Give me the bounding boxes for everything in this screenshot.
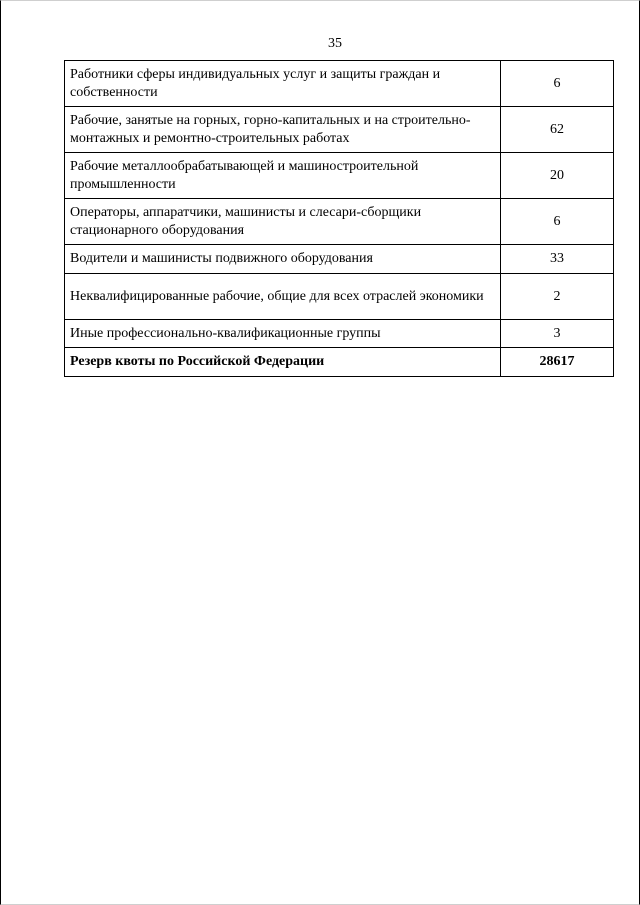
row-value: 33	[501, 245, 614, 274]
row-value: 6	[501, 61, 614, 107]
row-label: Иные профессионально-квалификационные группы	[65, 320, 501, 348]
total-label: Резерв квоты по Российской Федерации	[65, 348, 501, 377]
row-value: 20	[501, 153, 614, 199]
row-label: Рабочие металлообрабатывающей и машиностроительной промышленности	[65, 153, 501, 199]
row-label: Неквалифицированные рабочие, общие для всех отраслей экономики	[65, 274, 501, 320]
table-row	[65, 61, 614, 107]
row-label: Водители и машинисты подвижного оборудования	[65, 245, 501, 274]
page-number: 35	[328, 36, 342, 51]
total-value: 28617	[501, 348, 614, 377]
table-row	[65, 153, 614, 199]
row-label: Работники сферы индивидуальных услуг и защиты граждан и собственности	[65, 61, 501, 107]
row-label: Операторы, аппаратчики, машинисты и слесари-сборщики стационарного оборудования	[65, 199, 501, 245]
row-value: 3	[501, 320, 614, 348]
table-row	[65, 320, 614, 348]
total-row	[65, 348, 614, 377]
row-label: Рабочие, занятые на горных, горно-капитальных и на строительно-монтажных и ремонтно-строительных работах	[65, 107, 501, 153]
table-row	[65, 107, 614, 153]
row-value: 2	[501, 274, 614, 320]
row-value: 6	[501, 199, 614, 245]
quota-table	[64, 60, 614, 377]
table-row	[65, 199, 614, 245]
table-row	[65, 245, 614, 274]
table-row	[65, 274, 614, 320]
row-value: 62	[501, 107, 614, 153]
